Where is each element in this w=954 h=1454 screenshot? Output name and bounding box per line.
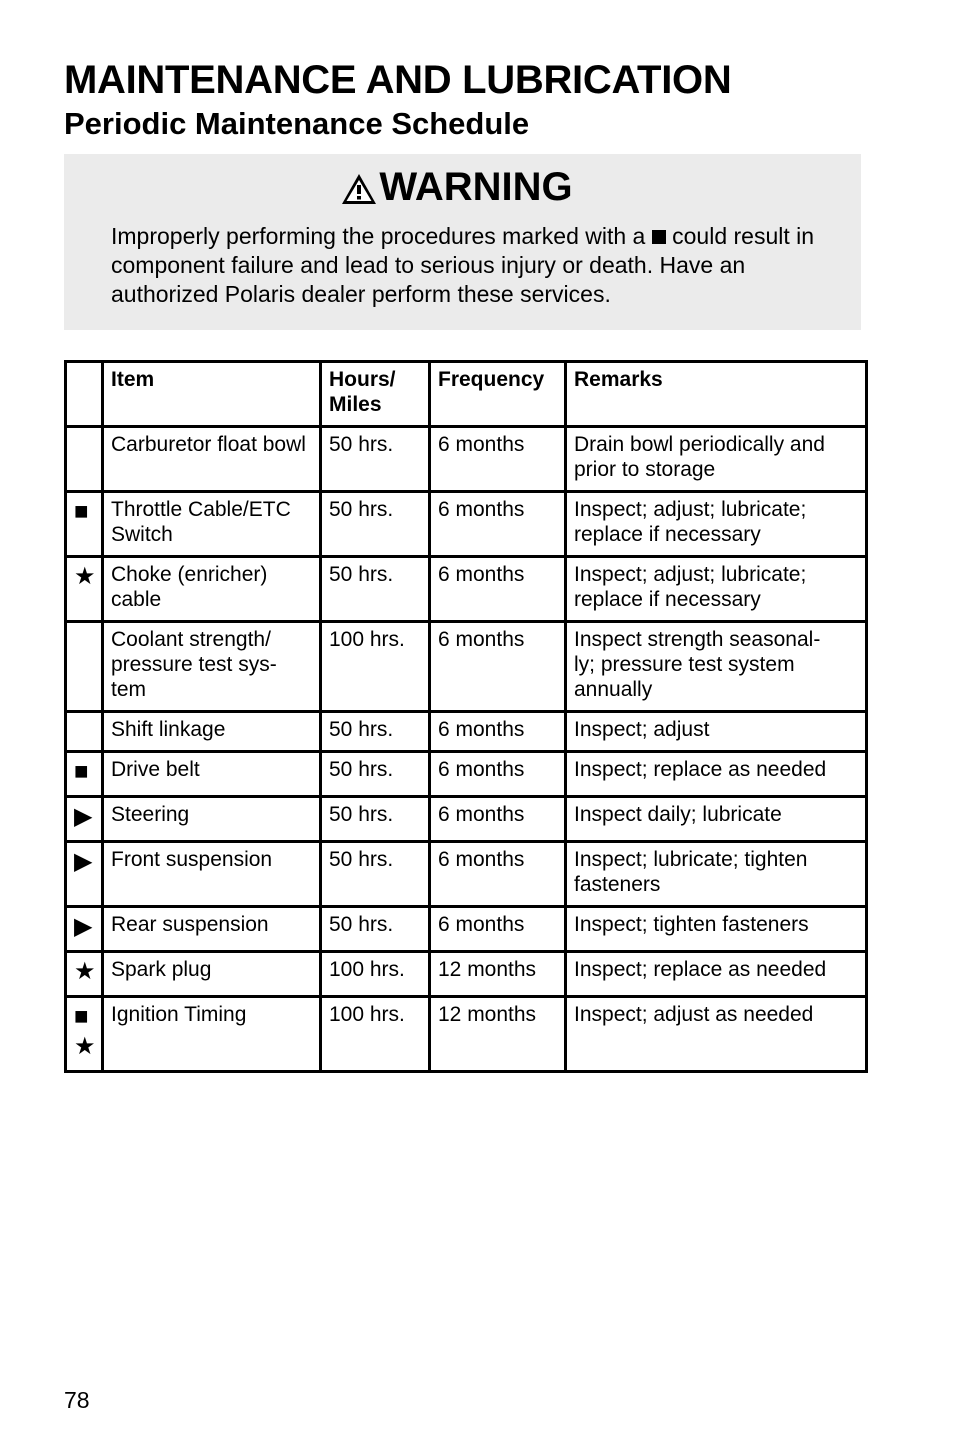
row-mark-cell bbox=[66, 797, 103, 842]
row-mark-cell bbox=[66, 842, 103, 907]
remarks-cell: Inspect; tighten fasteners bbox=[566, 907, 867, 952]
frequency-cell: 6 months bbox=[430, 712, 566, 752]
hours-cell: 50 hrs. bbox=[321, 907, 430, 952]
column-header-item: Item bbox=[103, 362, 321, 427]
warning-heading-text: WARNING bbox=[379, 165, 573, 209]
item-cell: Coolant strength/ pressure test sys- tem bbox=[103, 622, 321, 712]
item-cell: Spark plug bbox=[103, 952, 321, 997]
remarks-cell: Drain bowl periodically and prior to storage bbox=[566, 427, 867, 492]
column-header-frequency: Frequency bbox=[430, 362, 566, 427]
maintenance-schedule-table bbox=[64, 360, 868, 1073]
triangle-mark-icon: ▶ bbox=[74, 848, 93, 875]
hours-cell: 100 hrs. bbox=[321, 997, 430, 1072]
remarks-cell: Inspect strength seasonal- ly; pressure test system annually bbox=[566, 622, 867, 712]
star-mark-icon: ★ bbox=[74, 1033, 96, 1060]
item-cell: Carburetor float bowl bbox=[103, 427, 321, 492]
remarks-cell: Inspect; replace as needed bbox=[566, 952, 867, 997]
column-header-mark bbox=[66, 362, 103, 427]
star-mark-icon: ★ bbox=[74, 563, 96, 590]
remarks-cell: Inspect; adjust; lubricate; replace if necessary bbox=[566, 557, 867, 622]
warning-heading bbox=[0, 164, 954, 210]
hours-cell: 50 hrs. bbox=[321, 712, 430, 752]
hours-cell: 50 hrs. bbox=[321, 427, 430, 492]
warning-text bbox=[111, 222, 831, 309]
hours-cell: 100 hrs. bbox=[321, 952, 430, 997]
row-mark-cell bbox=[66, 492, 103, 557]
frequency-cell: 12 months bbox=[430, 952, 566, 997]
hours-cell: 50 hrs. bbox=[321, 492, 430, 557]
page-number: 78 bbox=[64, 1387, 90, 1413]
row-mark-cell bbox=[66, 427, 103, 492]
row-mark-cell bbox=[66, 997, 103, 1072]
table-row bbox=[66, 842, 867, 907]
frequency-cell: 6 months bbox=[430, 492, 566, 557]
row-mark-cell bbox=[66, 952, 103, 997]
frequency-cell: 6 months bbox=[430, 907, 566, 952]
table-row bbox=[66, 907, 867, 952]
frequency-cell: 6 months bbox=[430, 752, 566, 797]
frequency-cell: 6 months bbox=[430, 842, 566, 907]
hours-cell: 100 hrs. bbox=[321, 622, 430, 712]
item-cell: Ignition Timing bbox=[103, 997, 321, 1072]
hours-cell: 50 hrs. bbox=[321, 557, 430, 622]
remarks-cell: Inspect; replace as needed bbox=[566, 752, 867, 797]
square-mark-icon: ■ bbox=[74, 498, 89, 525]
item-cell: Steering bbox=[103, 797, 321, 842]
item-cell: Throttle Cable/ETC Switch bbox=[103, 492, 321, 557]
row-mark-cell bbox=[66, 712, 103, 752]
item-cell: Choke (enricher) cable bbox=[103, 557, 321, 622]
table-row bbox=[66, 797, 867, 842]
page-title: MAINTENANCE AND LUBRICATION bbox=[64, 58, 732, 102]
frequency-cell: 6 months bbox=[430, 557, 566, 622]
page-subtitle: Periodic Maintenance Schedule bbox=[64, 106, 530, 141]
dealer-service-square-symbol bbox=[652, 230, 666, 244]
warning-text-part-2: could result in component failure and lead to serious injury or death. Have an authorized Polaris dealer perform these services. bbox=[111, 223, 815, 307]
table-header-row bbox=[66, 362, 867, 427]
table-row bbox=[66, 952, 867, 997]
frequency-cell: 12 months bbox=[430, 997, 566, 1072]
table-row bbox=[66, 712, 867, 752]
row-mark-cell bbox=[66, 752, 103, 797]
hours-cell: 50 hrs. bbox=[321, 797, 430, 842]
table-row bbox=[66, 997, 867, 1072]
row-mark-cell bbox=[66, 557, 103, 622]
warning-text-part-1: Improperly performing the procedures marked with a bbox=[111, 223, 652, 249]
column-header-remarks: Remarks bbox=[566, 362, 867, 427]
remarks-cell: Inspect; adjust bbox=[566, 712, 867, 752]
table-row bbox=[66, 622, 867, 712]
hours-cell: 50 hrs. bbox=[321, 842, 430, 907]
table-row bbox=[66, 492, 867, 557]
frequency-cell: 6 months bbox=[430, 797, 566, 842]
table-row bbox=[66, 427, 867, 492]
remarks-cell: Inspect daily; lubricate bbox=[566, 797, 867, 842]
table-body bbox=[66, 427, 867, 1072]
item-cell: Rear suspension bbox=[103, 907, 321, 952]
column-header-hours-miles: Hours/ Miles bbox=[321, 362, 430, 427]
row-mark-cell bbox=[66, 622, 103, 712]
row-mark-cell bbox=[66, 907, 103, 952]
item-cell: Drive belt bbox=[103, 752, 321, 797]
star-mark-icon: ★ bbox=[74, 958, 96, 985]
warning-triangle-icon bbox=[341, 173, 377, 205]
remarks-cell: Inspect; adjust; lubricate; replace if necessary bbox=[566, 492, 867, 557]
remarks-cell: Inspect; lubricate; tighten fasteners bbox=[566, 842, 867, 907]
hours-cell: 50 hrs. bbox=[321, 752, 430, 797]
frequency-cell: 6 months bbox=[430, 427, 566, 492]
triangle-mark-icon: ▶ bbox=[74, 913, 93, 940]
square-mark-icon: ■ bbox=[74, 758, 89, 785]
remarks-cell: Inspect; adjust as needed bbox=[566, 997, 867, 1072]
table-row bbox=[66, 752, 867, 797]
square-mark-icon: ■ bbox=[74, 1003, 89, 1030]
table-row bbox=[66, 557, 867, 622]
triangle-mark-icon: ▶ bbox=[74, 803, 93, 830]
frequency-cell: 6 months bbox=[430, 622, 566, 712]
item-cell: Shift linkage bbox=[103, 712, 321, 752]
item-cell: Front suspension bbox=[103, 842, 321, 907]
